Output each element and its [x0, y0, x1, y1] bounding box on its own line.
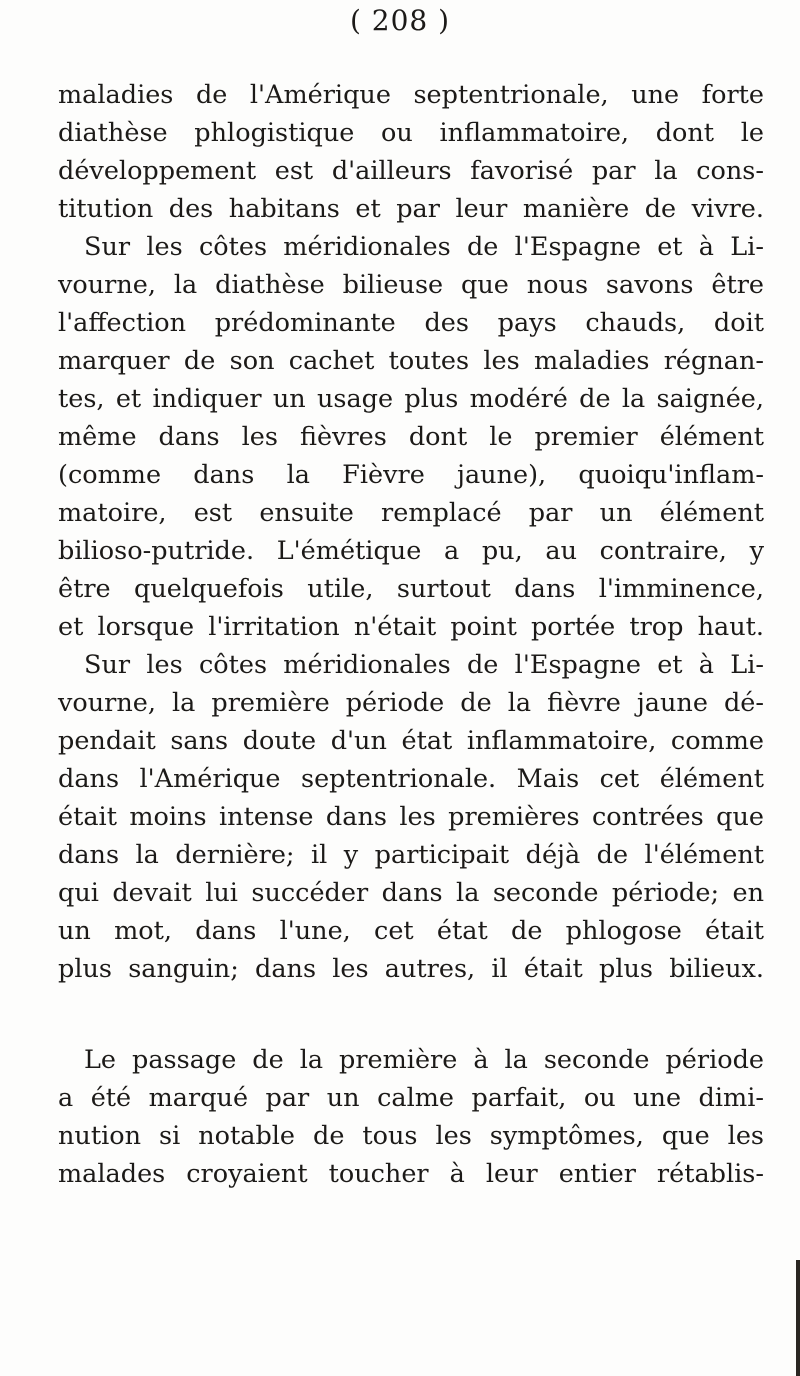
text-line: était moins intense dans les premières contrées que: [58, 802, 764, 832]
text-line: nution si notable de tous les symptômes, que les: [58, 1121, 764, 1151]
text-line: Sur les côtes méridionales de l'Espagne et à Li-: [84, 650, 764, 680]
text-line: vourne, la première période de la fièvre jaune dé-: [58, 688, 764, 718]
text-line: et lorsque l'irritation n'était point portée trop haut.: [58, 612, 764, 642]
paragraph-2: [58, 1041, 764, 1193]
text-line: être quelquefois utile, surtout dans l'imminence,: [58, 574, 764, 604]
paragraph-1: [58, 76, 764, 988]
text-line: diathèse phlogistique ou inflammatoire, dont le: [58, 118, 764, 148]
text-line: a été marqué par un calme parfait, ou une dimi-: [58, 1083, 764, 1113]
page-number: ( 208 ): [349, 4, 451, 37]
text-line: marquer de son cachet toutes les maladies régnan-: [58, 346, 764, 376]
text-line: un mot, dans l'une, cet état de phlogose était: [58, 916, 764, 946]
text-line: développement est d'ailleurs favorisé par la cons-: [58, 156, 764, 186]
text-line: dans la dernière; il y participait déjà de l'élément: [58, 840, 764, 870]
text-line: plus sanguin; dans les autres, il était plus bilieux.: [58, 954, 764, 984]
text-line: l'affection prédominante des pays chauds, doit: [58, 308, 764, 338]
text-line: vourne, la diathèse bilieuse que nous savons être: [58, 270, 764, 300]
text-line: titution des habitans et par leur manière de vivre.: [58, 194, 764, 224]
text-line: pendait sans doute d'un état inflammatoire, comme: [58, 726, 764, 756]
text-line: Le passage de la première à la seconde période: [84, 1045, 764, 1075]
text-line: Sur les côtes méridionales de l'Espagne et à Li-: [84, 232, 764, 262]
text-line: tes, et indiquer un usage plus modéré de la saignée,: [58, 384, 764, 414]
text-line: dans l'Amérique septentrionale. Mais cet élément: [58, 764, 764, 794]
page-edge-shadow: [796, 1260, 800, 1376]
text-line: (comme dans la Fièvre jaune), quoiqu'inflam-: [58, 460, 764, 490]
text-line: maladies de l'Amérique septentrionale, une forte: [58, 80, 764, 110]
text-line: malades croyaient toucher à leur entier rétablis-: [58, 1159, 764, 1189]
text-line: même dans les fièvres dont le premier élément: [58, 422, 764, 452]
text-line: bilioso-putride. L'émétique a pu, au contraire, y: [58, 536, 764, 566]
text-line: qui devait lui succéder dans la seconde période; en: [58, 878, 764, 908]
text-line: matoire, est ensuite remplacé par un élément: [58, 498, 764, 528]
